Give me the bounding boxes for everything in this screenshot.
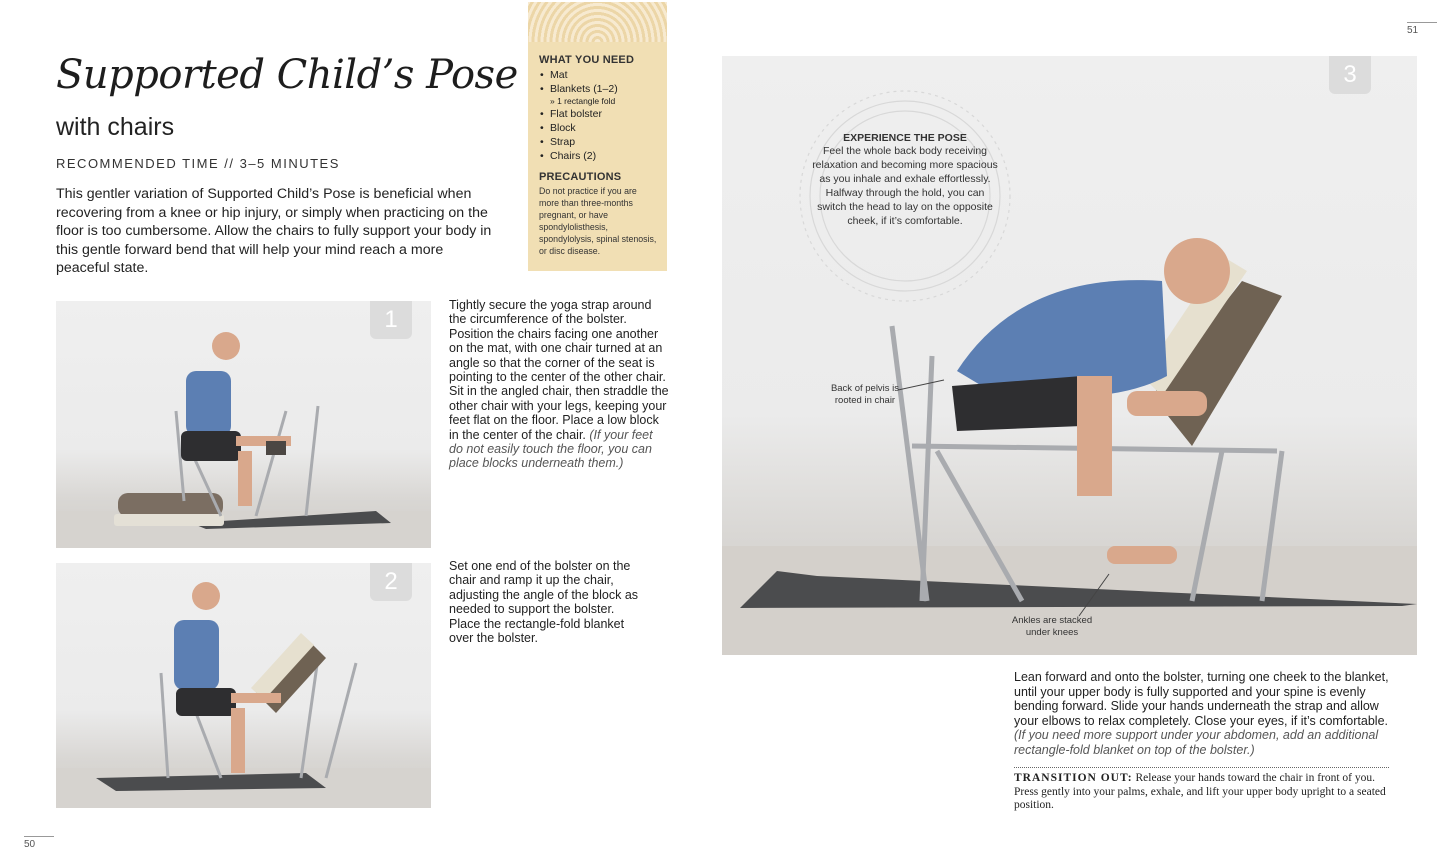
step-1-note: (If your feet do not easily touch the floor, you can place blocks underneath them.) xyxy=(449,427,653,471)
step-3-note: (If you need more support under your abdomen, add an additional rectangle-fold blanket on top of the bolster.) xyxy=(1014,728,1379,757)
page-subtitle: with chairs xyxy=(56,113,175,141)
step-1-text xyxy=(449,298,669,471)
step-3-photo xyxy=(722,56,1417,655)
step-2-photo xyxy=(56,563,431,808)
step-2-text: Set one end of the bolster on the chair and ramp it up the chair, adjusting the angle of the block as needed to support the bolster. Place the rectangle-fold blanket over the bolster. xyxy=(449,559,639,646)
experience-the-pose-box xyxy=(810,132,1000,228)
step-3-body: Lean forward and onto the bolster, turning one cheek to the blanket, until your upper body is fully supported and your spine is evenly bending forward. Slide your hands underneath the strap and allow your elbows to relax completely. Close your eyes, if it’s comfortable. xyxy=(1014,670,1389,728)
callout-ankles-line xyxy=(1077,571,1117,621)
page-title: Supported Child’s Pose xyxy=(56,52,518,98)
list-item: • Mat xyxy=(539,68,657,82)
list-item: • Blankets (1–2) xyxy=(539,82,657,96)
recommended-time: RECOMMENDED TIME // 3–5 MINUTES xyxy=(56,156,340,171)
mandala-pattern xyxy=(528,2,667,42)
need-list xyxy=(539,68,657,163)
list-subitem: » 1 rectangle fold xyxy=(550,96,616,106)
list-item: • Strap xyxy=(539,135,657,149)
step-3-number-badge: 3 xyxy=(1329,56,1371,94)
page-number-left: 50 xyxy=(24,836,54,850)
step-2-number-badge: 2 xyxy=(370,563,412,601)
transition-text: Release your hands toward the chair in front of you. Press gently into your palms, exhale, and lift your upper body upright to a seated position. xyxy=(1014,772,1386,811)
list-item: • Chairs (2) xyxy=(539,149,657,163)
step-1-body: Tightly secure the yoga strap around the circumference of the bolster. Position the chairs facing one another on the mat, with one chair turned at an angle so that the corner of the seat is pointing to the center of the other chair. Sit in the angled chair, then straddle the other chair with your legs, keeping your feet flat on the floor. Place a low block in the center of the chair. xyxy=(449,298,669,442)
callout-pelvis: Back of pelvis is rooted in chair xyxy=(830,383,900,406)
experience-heading: EXPERIENCE THE POSE xyxy=(843,132,967,144)
transition-label: TRANSITION OUT: xyxy=(1014,772,1133,784)
need-heading: WHAT YOU NEED xyxy=(539,54,635,66)
page-number-right: 51 xyxy=(1407,22,1437,36)
list-item: • Flat bolster xyxy=(539,107,657,121)
step-3-text xyxy=(1014,670,1389,757)
intro-paragraph: This gentler variation of Supported Child’s Pose is beneficial when recovering from a knee or hip injury, or simply when practicing on the floor is too cumbersome. Allow the chairs to fully support your body in this gentle forward bend that will help your mind reach a more peaceful state. xyxy=(56,186,492,276)
precautions-text: Do not practice if you are more than three-months pregnant, or have spondylolisthesis, spondylolysis, spinal stenosis, or disc disease. xyxy=(539,186,657,256)
callout-ankles: Ankles are stacked under knees xyxy=(1011,615,1093,638)
step-1-photo xyxy=(56,301,431,548)
callout-pelvis-line xyxy=(898,376,948,396)
what-you-need-sidebar xyxy=(528,2,667,271)
experience-text: Feel the whole back body receiving relaxation and becoming more spacious as you inhale and exhale effortlessly. Halfway through the hold, you can switch the head to lay on the opposite cheek, if it’s comfortable. xyxy=(812,145,998,227)
step-1-number-badge: 1 xyxy=(370,301,412,339)
precautions-heading: PRECAUTIONS xyxy=(539,171,622,183)
list-item: • Block xyxy=(539,121,657,135)
transition-out xyxy=(1014,767,1389,813)
